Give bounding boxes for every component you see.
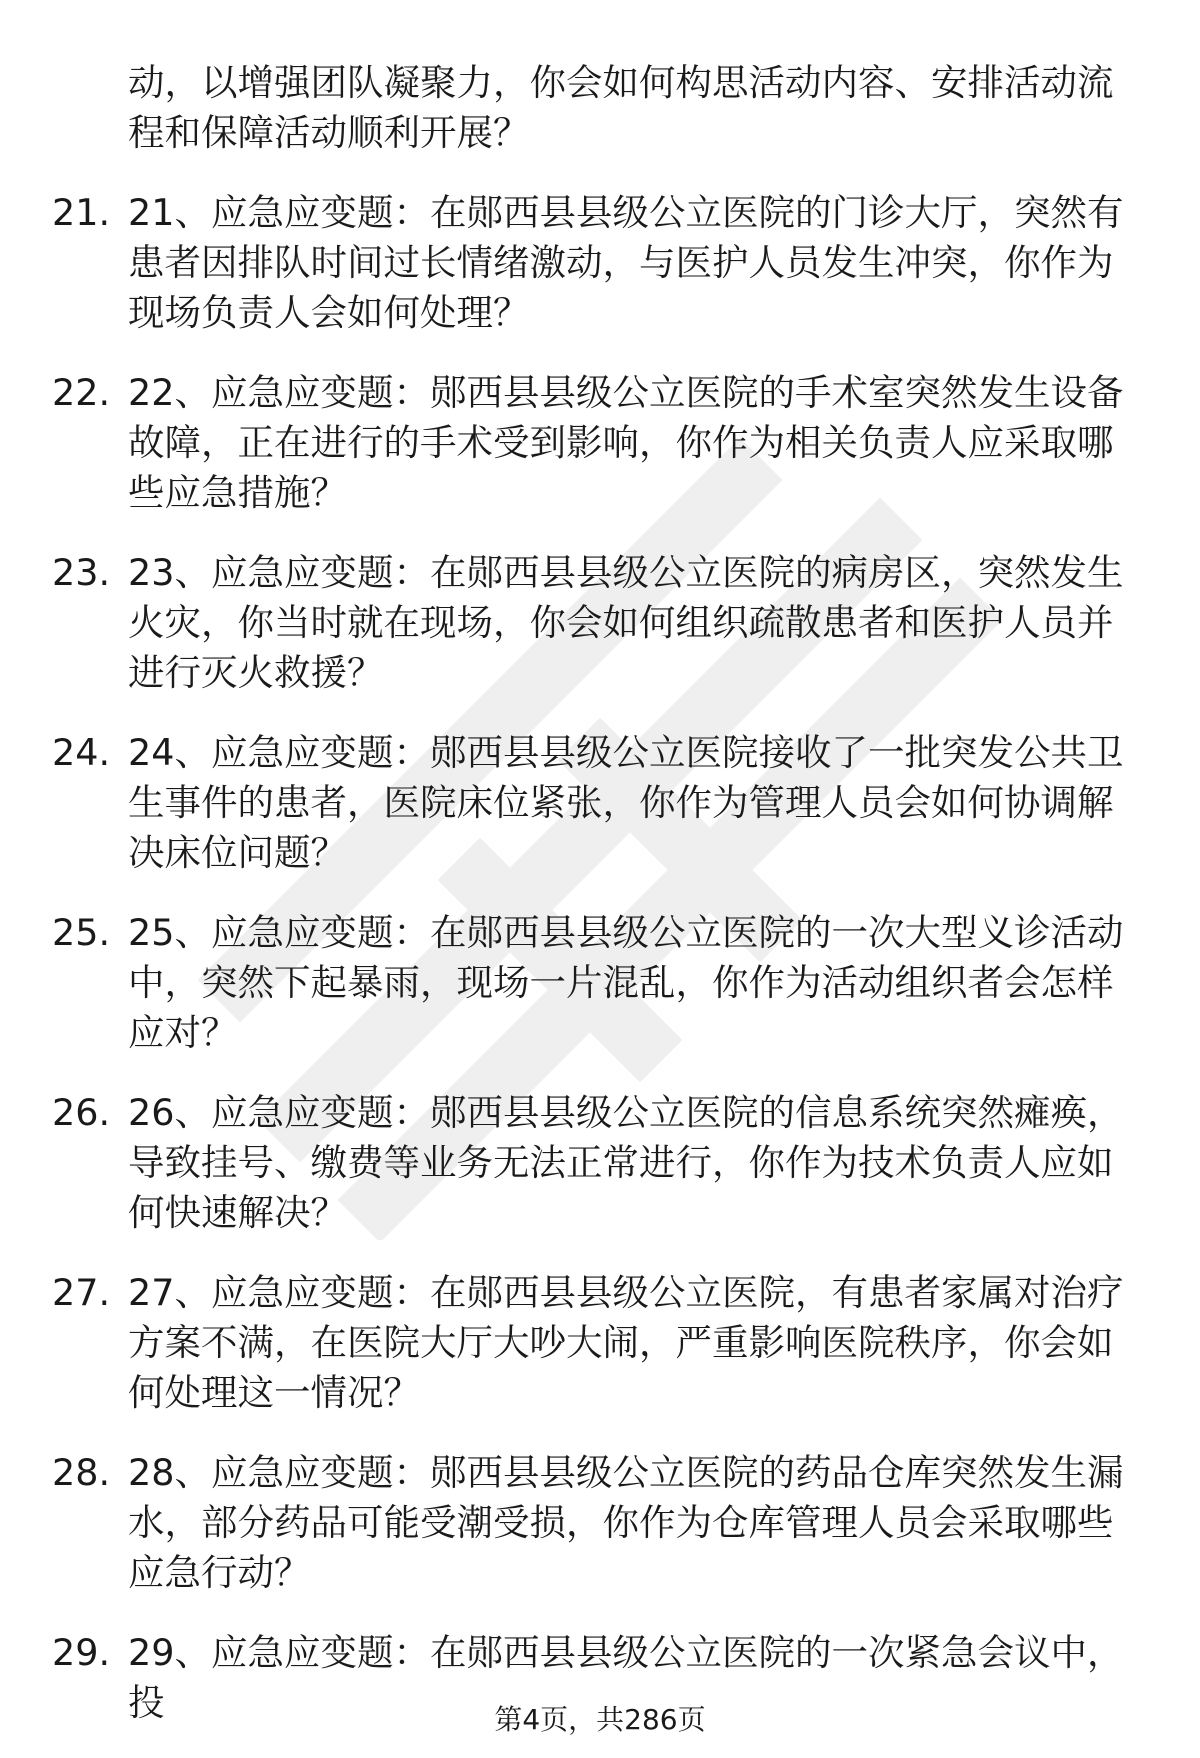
item-number: 26.	[52, 1091, 111, 1134]
list-item	[52, 1088, 1147, 1238]
list-item	[52, 548, 1147, 698]
item-number: 29.	[52, 1631, 111, 1674]
item-text: 25、应急应变题：在郧西县县级公立医院的一次大型义诊活动中，突然下起暴雨，现场一片混乱，你作为活动组织者会怎样应对？	[128, 911, 1124, 1054]
list-item	[52, 368, 1147, 518]
item-text: 23、应急应变题：在郧西县县级公立医院的病房区，突然发生火灾，你当时就在现场，你会如何组织疏散患者和医护人员并进行灭火救援？	[128, 551, 1124, 694]
item-text: 27、应急应变题：在郧西县县级公立医院，有患者家属对治疗方案不满，在医院大厅大吵大闹，严重影响医院秩序，你会如何处理这一情况？	[128, 1271, 1124, 1414]
item-text: 21、应急应变题：在郧西县县级公立医院的门诊大厅，突然有患者因排队时间过长情绪激动，与医护人员发生冲突，你作为现场负责人会如何处理？	[128, 191, 1124, 334]
item-text: 26、应急应变题：郧西县县级公立医院的信息系统突然瘫痪，导致挂号、缴费等业务无法正常进行，你作为技术负责人应如何快速解决？	[128, 1091, 1124, 1234]
continuation-paragraph: 动，以增强团队凝聚力，你会如何构思活动内容、安排活动流程和保障活动顺利开展？	[128, 61, 1114, 154]
item-number: 24.	[52, 731, 111, 774]
list-item	[52, 188, 1147, 338]
item-text: 22、应急应变题：郧西县县级公立医院的手术室突然发生设备故障，正在进行的手术受到影响，你作为相关负责人应采取哪些应急措施？	[128, 371, 1124, 514]
item-number: 25.	[52, 911, 111, 954]
item-number: 23.	[52, 551, 111, 594]
question-list	[52, 58, 1147, 1758]
list-item	[52, 728, 1147, 878]
page-footer: 第4页，共286页	[494, 1703, 706, 1736]
list-item	[52, 1268, 1147, 1418]
item-text: 29、应急应变题：在郧西县县级公立医院的一次紧急会议中，投	[128, 1631, 1124, 1724]
list-item	[52, 908, 1147, 1058]
item-number: 22.	[52, 371, 111, 414]
item-text: 28、应急应变题：郧西县县级公立医院的药品仓库突然发生漏水，部分药品可能受潮受损，你作为仓库管理人员会采取哪些应急行动？	[128, 1451, 1124, 1594]
item-text: 24、应急应变题：郧西县县级公立医院接收了一批突发公共卫生事件的患者，医院床位紧张，你作为管理人员会如何协调解决床位问题？	[128, 731, 1124, 874]
item-number: 27.	[52, 1271, 111, 1314]
item-number: 21.	[52, 191, 111, 234]
list-item	[52, 1448, 1147, 1598]
item-number: 28.	[52, 1451, 111, 1494]
